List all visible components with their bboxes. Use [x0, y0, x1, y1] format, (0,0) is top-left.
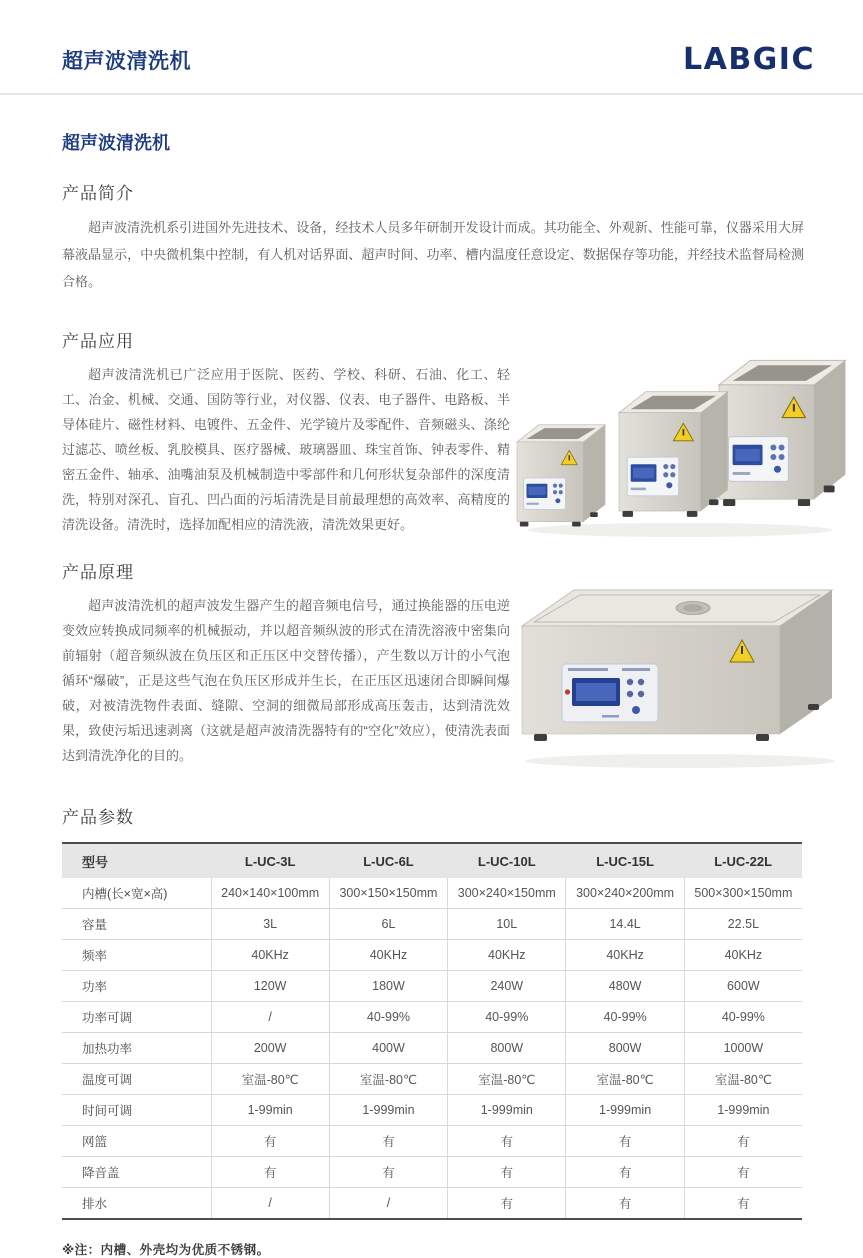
table-row [62, 1126, 802, 1157]
spec-value-cell: 40KHz [566, 940, 684, 971]
spec-value-cell: 40KHz [448, 940, 566, 971]
spec-value-cell: 300×150×150mm [329, 878, 447, 909]
table-row [62, 1095, 802, 1126]
spec-value-cell: 120W [211, 971, 329, 1002]
principle-text-column [62, 558, 510, 768]
spec-value-cell: 有 [329, 1157, 447, 1188]
spec-value-cell: 40KHz [684, 940, 802, 971]
spec-value-cell: 1-999min [566, 1095, 684, 1126]
spec-value-cell: 800W [566, 1033, 684, 1064]
spec-value-cell: 1000W [684, 1033, 802, 1064]
params-table-head-row [62, 843, 802, 878]
spec-value-cell: 40-99% [684, 1002, 802, 1033]
model-column-header: L-UC-15L [566, 843, 684, 878]
spec-value-cell: 240W [448, 971, 566, 1002]
spec-value-cell: 40KHz [329, 940, 447, 971]
application-text-column [62, 327, 510, 537]
spec-value-cell: 室温-80℃ [566, 1064, 684, 1095]
spec-value-cell: 有 [211, 1126, 329, 1157]
panel-brand-mark [602, 715, 619, 718]
table-row [62, 1188, 802, 1220]
spec-label-cell: 内槽(长×宽×高) [62, 878, 211, 909]
intro-heading: 产品简介 [62, 184, 134, 203]
model-column-header: L-UC-6L [329, 843, 447, 878]
spec-value-cell: 40-99% [566, 1002, 684, 1033]
section-parameters [62, 803, 845, 1258]
principle-heading: 产品原理 [62, 563, 134, 582]
spec-value-cell: / [211, 1188, 329, 1220]
spec-value-cell: 1-999min [329, 1095, 447, 1126]
table-row [62, 940, 802, 971]
table-row [62, 878, 802, 909]
section-intro [62, 179, 845, 295]
section-principle [62, 558, 845, 773]
spec-value-cell: 400W [329, 1033, 447, 1064]
intro-paragraph: 超声波清洗机系引进国外先进技术、设备，经技术人员多年研制开发设计而成。其功能全、外观新、性能可靠，仪器采用大屏幕液晶显示，中央微机集中控制，有人机对话界面、超声时间、功率、槽内温度任意设定、数据保存等功能，并经技术监督局检测合格。 [62, 220, 804, 289]
page-content [0, 129, 863, 1258]
table-row [62, 1033, 802, 1064]
spec-value-cell: 有 [566, 1126, 684, 1157]
panel-button [638, 679, 644, 685]
product-photo-single-model [510, 578, 845, 773]
spec-value-cell: 1-999min [448, 1095, 566, 1126]
table-row [62, 909, 802, 940]
model-column-header: L-UC-3L [211, 843, 329, 878]
spec-value-cell: 有 [566, 1188, 684, 1220]
spec-label-cell: 时间可调 [62, 1095, 211, 1126]
spec-column-header: 型号 [62, 843, 211, 878]
spec-label-cell: 容量 [62, 909, 211, 940]
spec-value-cell: 3L [211, 909, 329, 940]
spec-value-cell: 有 [448, 1126, 566, 1157]
spec-value-cell: 室温-80℃ [448, 1064, 566, 1095]
spec-value-cell: 有 [566, 1157, 684, 1188]
table-row [62, 1157, 802, 1188]
spec-label-cell: 温度可调 [62, 1064, 211, 1095]
principle-paragraph: 超声波清洗机的超声波发生器产生的超音频电信号，通过换能器的压电逆变效应转换成同频率的机械振动，并以超音频纵波的形式在清洗溶液中密集向前辐射（超音频纵波在负压区和正压区中交替传播），产生数以万计的小气泡循环“爆破”，正是这些气泡在负压区形成并生长，在正压区迅速闭合即瞬间爆破，对被清洗物件表面、缝隙、空洞的细微局部形成高压轰击，达到清洗效果，致使污垢迅速剥离（这就是超声波清洗器特有的“空化”效应），使清洗表面达到清洗净化的目的。 [62, 598, 510, 763]
product-photo-three-models [510, 337, 845, 542]
spec-value-cell: / [329, 1188, 447, 1220]
panel-label [622, 668, 650, 671]
model-column-header: L-UC-22L [684, 843, 802, 878]
spec-value-cell: 有 [448, 1188, 566, 1220]
params-table [62, 842, 802, 1220]
spec-value-cell: 有 [684, 1188, 802, 1220]
spec-value-cell: 200W [211, 1033, 329, 1064]
spec-label-cell: 功率可调 [62, 1002, 211, 1033]
spec-value-cell: 40-99% [329, 1002, 447, 1033]
header-divider [0, 93, 863, 95]
parameters-heading: 产品参数 [62, 808, 134, 827]
page-title: 超声波清洗机 [62, 133, 170, 153]
spec-value-cell: 22.5L [684, 909, 802, 940]
table-row [62, 1002, 802, 1033]
brand-logo: LABGIC [682, 42, 815, 77]
spec-value-cell: 1-99min [211, 1095, 329, 1126]
spec-label-cell: 功率 [62, 971, 211, 1002]
spec-value-cell: 1-999min [684, 1095, 802, 1126]
spec-value-cell: 室温-80℃ [211, 1064, 329, 1095]
spec-value-cell: 有 [684, 1157, 802, 1188]
foot [534, 734, 547, 741]
spec-label-cell: 加热功率 [62, 1033, 211, 1064]
page-header [0, 0, 863, 93]
application-paragraph: 超声波清洗机已广泛应用于医院、医药、学校、科研、石油、化工、轻工、冶金、机械、交通、国防等行业，对仪器、仪表、电子器件、电路板、半导体硅片、磁性材料、电镀件、五金件、光学镜片及零配件、音频磁头、涤纶过滤芯、喷丝板、乳胶模具、医疗器械、玻璃器皿、珠宝首饰、钟表零件、精密五金件、轴承、油嘴油泵及机械制造中零部件和几何形状复杂部件的深度清洗，特别对深孔、盲孔、凹凸面的污垢清洗是目前最理想的高效率、高精度的清洗设备。清洗时，选择加配相应的清洗液，清洗效果更好。 [62, 367, 510, 532]
table-row [62, 1064, 802, 1095]
single-cleaner-illustration [510, 578, 845, 773]
panel-label [568, 668, 608, 671]
spec-label-cell: 排水 [82, 1197, 108, 1211]
spec-label-cell: 频率 [62, 940, 211, 971]
foot [808, 704, 819, 710]
model-column-header: L-UC-10L [448, 843, 566, 878]
indicator-light [565, 689, 570, 694]
spec-label-cell: 降音盖 [62, 1157, 211, 1188]
spec-value-cell: 500×300×150mm [684, 878, 802, 909]
section-application [62, 327, 845, 542]
spec-value-cell: 室温-80℃ [684, 1064, 802, 1095]
spec-value-cell: / [211, 1002, 329, 1033]
spec-value-cell: 40KHz [211, 940, 329, 971]
spec-value-cell: 有 [211, 1157, 329, 1188]
spec-value-cell: 有 [684, 1126, 802, 1157]
table-row [62, 971, 802, 1002]
spec-value-cell: 室温-80℃ [329, 1064, 447, 1095]
spec-value-cell: 240×140×100mm [211, 878, 329, 909]
panel-button [627, 691, 633, 697]
spec-value-cell: 10L [448, 909, 566, 940]
table-footnote: ※注：内槽、外壳均为优质不锈钢。 [62, 1243, 270, 1257]
spec-value-cell: 6L [329, 909, 447, 940]
application-heading: 产品应用 [62, 332, 134, 351]
spec-value-cell: 有 [329, 1126, 447, 1157]
spec-value-cell: 有 [448, 1157, 566, 1188]
panel-button [632, 706, 640, 714]
header-title: 超声波清洗机 [62, 49, 191, 73]
spec-value-cell: 180W [329, 971, 447, 1002]
params-table-body [62, 878, 802, 1219]
three-cleaners-illustration [515, 337, 845, 542]
spec-value-cell: 480W [566, 971, 684, 1002]
foot [756, 734, 769, 741]
spec-value-cell: 40-99% [448, 1002, 566, 1033]
spec-value-cell: 300×240×150mm [448, 878, 566, 909]
spec-value-cell: 800W [448, 1033, 566, 1064]
spec-value-cell: 600W [684, 971, 802, 1002]
spec-value-cell: 300×240×200mm [566, 878, 684, 909]
spec-value-cell: 14.4L [566, 909, 684, 940]
panel-button [627, 679, 633, 685]
spec-label-cell: 网篮 [62, 1126, 211, 1157]
panel-button [638, 691, 644, 697]
